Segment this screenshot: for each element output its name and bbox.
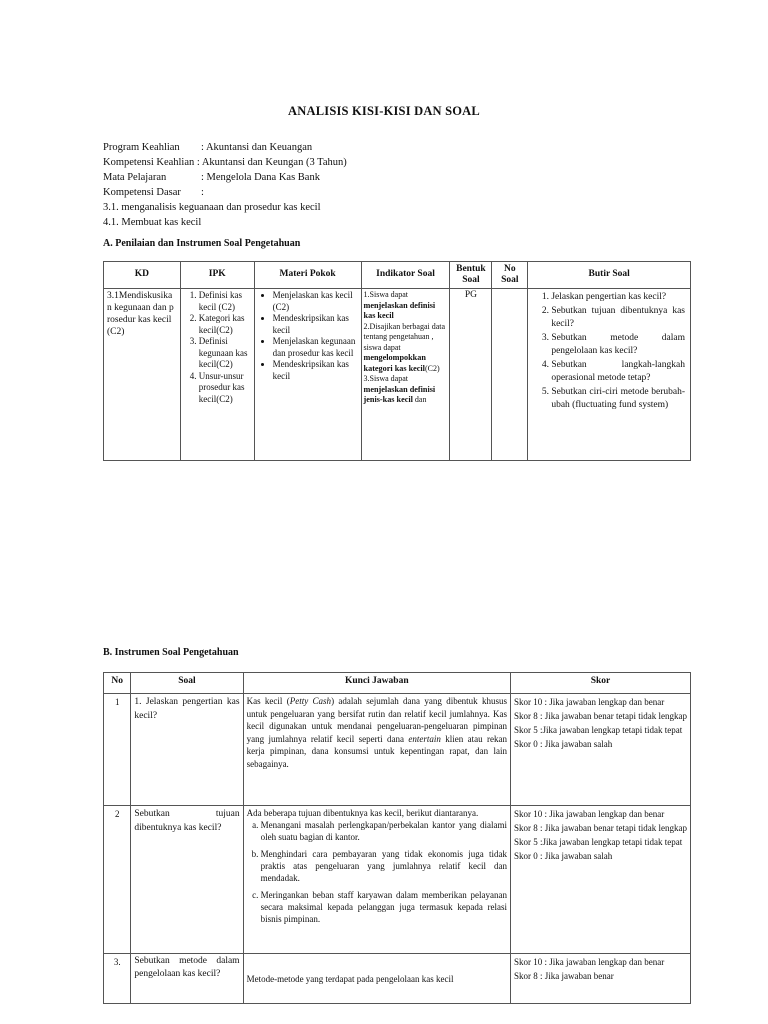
indikator-text: 1.Siswa dapat [363, 290, 408, 299]
kunci-intro: Ada beberapa tujuan dibentuknya kas kecil, berikut diantaranya. [246, 808, 479, 818]
indikator-text: (C2) [424, 363, 440, 373]
header-kd: KD [104, 262, 181, 289]
indikator-bold: menjelaskan definisi kas kecil [363, 300, 436, 320]
skor-line: Skor 10 : Jika jawaban lengkap dan benar [514, 697, 665, 707]
header-no: No [104, 673, 131, 694]
kompetensi-dasar-row [103, 185, 347, 200]
skor-line: Skor 8 : Jika jawaban benar tetapi tidak lengkap [514, 711, 687, 721]
instrumen-table [103, 672, 691, 1004]
header-ipk: IPK [180, 262, 254, 289]
skor-line: Skor 5 :Jika jawaban lengkap tetapi tidak tepat [514, 837, 683, 847]
indikator-bold: mengelompokkan kategori kas kecil [363, 353, 426, 373]
row-3-skor [511, 954, 691, 1004]
table-header-row [104, 262, 691, 289]
no-soal-cell [492, 289, 528, 461]
header-skor: Skor [511, 673, 691, 694]
list-item: c. Meringankan beban staff karyawan dalam memberikan pelayanan secara maksimal kepada pelanggan juga termasuk kepada relasi bisnis pimpinan. [261, 889, 507, 925]
header-bentuk-soal: Bentuk Soal [450, 262, 492, 289]
table-row [104, 806, 691, 954]
list-item: 5. Sebutkan ciri-ciri metode berubah-ubah (fluctuating fund system) [551, 386, 685, 413]
kompetensi-dasar-label: Kompetensi Dasar [103, 187, 181, 198]
header-kunci-jawaban: Kunci Jawaban [243, 673, 510, 694]
mata-pelajaran-label: Mata Pelajaran [103, 172, 167, 183]
row-2-kunci [243, 806, 510, 954]
list-item: 3. Sebutkan metode dalam pengelolaan kas kecil? [551, 332, 685, 359]
section-b-heading: B. Instrumen Soal Pengetahuan [103, 647, 239, 658]
kunci-text: Kas kecil ( [246, 696, 290, 706]
kompetensi-keahlian-value: : Akuntansi dan Keungan (3 Tahun) [196, 157, 347, 168]
list-item: • Mendeskripsikan kas kecil [273, 313, 358, 336]
kunci-text: klien atau rekan kerja pimpinan, dana konsumsi untuk kepentingan rapat, dan lain sebagainya. [246, 733, 508, 769]
mata-pelajaran-value: : Mengelola Dana Kas Bank [201, 172, 320, 183]
indikator-2 [364, 322, 448, 375]
skor-line: Skor 5 :Jika jawaban lengkap tetapi tidak tepat [514, 725, 683, 735]
list-item: 3. Definisi kegunaan kas kecil(C2) [199, 336, 251, 371]
row-1-no: 1 [104, 694, 131, 806]
list-item: 2. Kategori kas kecil(C2) [199, 313, 251, 336]
butir-soal-cell [528, 289, 691, 461]
indikator-3 [364, 374, 448, 406]
program-keahlian-row [103, 140, 347, 155]
kd-item-2: 4.1. Membuat kas kecil [103, 217, 202, 228]
indikator-text: 2.Disajikan berbagai data tentang pengetahuan , siswa dapat [363, 321, 446, 352]
skor-line: Skor 10 : Jika jawaban lengkap dan benar [514, 809, 665, 819]
list-item: 1. Definisi kas kecil (C2) [199, 290, 251, 313]
bentuk-soal-cell: PG [450, 289, 492, 461]
row-2-soal: Sebutkan tujuan dibentuknya kas kecil? [131, 806, 243, 954]
kd-cell: 3.1Mendiskusikan kegunaan dan prosedur kas kecil(C2) [104, 289, 181, 461]
table-row [104, 954, 691, 1004]
indikator-text: dan [414, 395, 427, 404]
list-item: • Mendeskripsikan kas kecil [273, 359, 358, 382]
table-header-row [104, 673, 691, 694]
kisi-kisi-table [103, 261, 691, 461]
program-keahlian-label: Program Keahlian [103, 142, 180, 153]
mata-pelajaran-row [103, 170, 347, 185]
list-item: 2. Sebutkan tujuan dibentuknya kas kecil? [551, 305, 685, 332]
list-item: 4. Unsur-unsur prosedur kas kecil(C2) [199, 371, 251, 406]
indikator-1 [364, 290, 448, 322]
skor-line: Skor 10 : Jika jawaban lengkap dan benar [514, 957, 665, 967]
list-item: a. Menangani masalah perlengkapan/perbekalan kantor yang dialami oleh suatu bagian di kantor. [261, 819, 507, 843]
skor-line: Skor 8 : Jika jawaban benar [514, 971, 614, 981]
table-row [104, 289, 691, 461]
list-item: • Menjelaskan kegunaan dan prosedur kas kecil [273, 336, 358, 359]
row-1-kunci [243, 694, 510, 806]
row-2-no: 2 [104, 806, 131, 954]
skor-line: Skor 0 : Jika jawaban salah [514, 851, 613, 861]
section-a-heading: A. Penilaian dan Instrumen Soal Pengetahuan [103, 238, 301, 249]
header-indikator-soal: Indikator Soal [361, 262, 450, 289]
kompetensi-keahlian-label: Kompetensi Keahlian [103, 157, 195, 168]
header-no-soal: No Soal [492, 262, 528, 289]
kd-item-1: 3.1. menganalisis keguanaan dan prosedur kas kecil [103, 202, 321, 213]
list-item: b. Menghindari cara pembayaran yang tidak ekonomis juga tidak praktis atas pengeluaran yang jumlahnya relatif kecil dan mendadak. [261, 848, 507, 884]
program-keahlian-value: : Akuntansi dan Keuangan [201, 142, 313, 153]
row-3-soal: Sebutkan metode dalam pengelolaan kas kecil? [131, 954, 243, 1004]
row-1-skor [511, 694, 691, 806]
indikator-bold: menjelaskan definisi jenis-kas kecil [363, 384, 436, 404]
skor-line: Skor 8 : Jika jawaban benar tetapi tidak lengkap [514, 823, 687, 833]
kompetensi-keahlian-row [103, 155, 347, 170]
list-item: • Menjelaskan kas kecil (C2) [273, 290, 358, 313]
header-materi-pokok: Materi Pokok [254, 262, 361, 289]
materi-pokok-cell [254, 289, 361, 461]
row-2-skor [511, 806, 691, 954]
kompetensi-dasar-value: : [201, 187, 204, 198]
table-row [104, 694, 691, 806]
row-1-soal: 1. Jelaskan pengertian kas kecil? [131, 694, 243, 806]
header-butir-soal: Butir Soal [528, 262, 691, 289]
header-soal: Soal [131, 673, 243, 694]
list-item: 1. Jelaskan pengertian kas kecil? [551, 291, 685, 305]
indikator-soal-cell [361, 289, 450, 461]
document-title: ANALISIS KISI-KISI DAN SOAL [288, 104, 480, 118]
indikator-text: 3.Siswa dapat [363, 374, 408, 383]
identity-block [103, 140, 347, 230]
kunci-italic: Petty Cash [289, 696, 332, 706]
kunci-italic: entertain [408, 733, 441, 744]
ipk-cell [180, 289, 254, 461]
skor-line: Skor 0 : Jika jawaban salah [514, 739, 613, 749]
kunci-text: ) adalah sejumlah dana yang dibentuk khusus untuk pengeluaran yang bersifat rutin dan relatif kecil jumlahnya. Kas kecil digunakan untuk mendanai pengeluaran-pengeluaran pimpinan yang jumlahnya relatif kecil seperti dana [246, 696, 508, 744]
row-3-kunci: Metode-metode yang terdapat pada pengelolaan kas kecil [243, 954, 510, 1004]
row-3-no: 3. [104, 954, 131, 1004]
list-item: 4. Sebutkan langkah-langkah operasional metode tetap? [551, 359, 685, 386]
